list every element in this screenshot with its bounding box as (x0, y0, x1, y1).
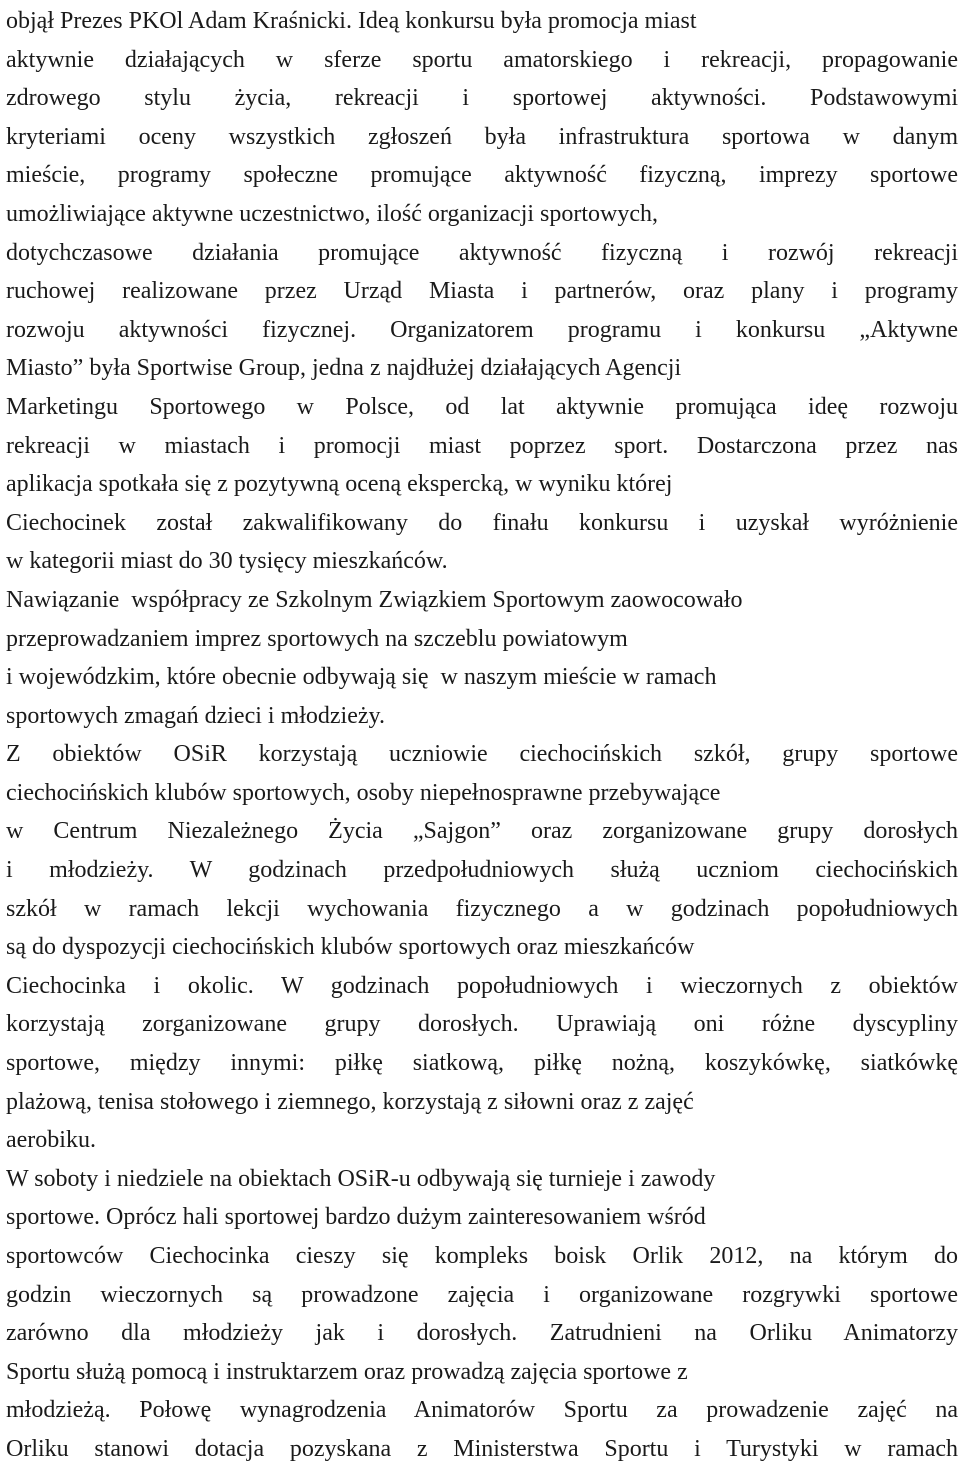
text-line: Ciechocinka i okolic. W godzinach popołudniowych i wieczornych z obiektów (6, 972, 958, 999)
text-line: mieście, programy społeczne promujące aktywność fizyczną, imprezy sportowe (6, 162, 958, 189)
text-line: aerobiku. (6, 1127, 96, 1154)
document-body (6, 2, 958, 1469)
text-line: młodzieżą. Połowę wynagrodzenia Animatorów Sportu za prowadzenie zajęć na (6, 1397, 958, 1424)
text-line: Marketingu Sportowego w Polsce, od lat aktywnie promująca ideę rozwoju (6, 393, 958, 420)
text-line: i młodzieży. W godzinach przedpołudniowych służą uczniom ciechocińskich (6, 857, 958, 884)
text-line: plażową, tenisa stołowego i ziemnego, korzystają z siłowni oraz z zajęć (6, 1088, 694, 1115)
text-line: w Centrum Niezależnego Życia „Sajgon” oraz zorganizowane grupy dorosłych (6, 818, 958, 845)
text-line: rekreacji w miastach i promocji miast poprzez sport. Dostarczona przez nas (6, 432, 958, 459)
text-line: sportowe, między innymi: piłkę siatkową, piłkę nożną, koszykówkę, siatkówkę (6, 1050, 958, 1077)
text-line: aplikacja spotkała się z pozytywną oceną ekspercką, w wyniku której (6, 471, 673, 498)
text-line: umożliwiające aktywne uczestnictwo, ilość organizacji sportowych, (6, 200, 659, 227)
text-line: korzystają zorganizowane grupy dorosłych. Uprawiają oni różne dyscypliny (6, 1011, 958, 1038)
text-line: są do dyspozycji ciechocińskich klubów sportowych oraz mieszkańców (6, 934, 695, 961)
text-line: w kategorii miast do 30 tysięcy mieszkańców. (6, 548, 448, 575)
text-line: zdrowego stylu życia, rekreacji i sportowej aktywności. Podstawowymi (6, 85, 958, 112)
text-line: i wojewódzkim, które obecnie odbywają się w naszym mieście w ramach (6, 664, 717, 691)
text-line: szkół w ramach lekcji wychowania fizycznego a w godzinach popołudniowych (6, 895, 958, 922)
text-line: dotychczasowe działania promujące aktywność fizyczną i rozwój rekreacji (6, 239, 958, 266)
text-line: sportowców Ciechocinka cieszy się kompleks boisk Orlik 2012, na którym do (6, 1243, 958, 1269)
text-line: przeprowadzaniem imprez sportowych na szczeblu powiatowym (6, 625, 628, 652)
text-line: ruchowej realizowane przez Urząd Miasta i partnerów, oraz plany i programy (6, 278, 958, 305)
text-line: W soboty i niedziele na obiektach OSiR-u odbywają się turnieje i zawody (6, 1165, 716, 1192)
text-line: Ciechocinek został zakwalifikowany do finału konkursu i uzyskał wyróżnienie (6, 509, 958, 536)
text-line: sportowe. Oprócz hali sportowej bardzo dużym zainteresowaniem wśród (6, 1204, 706, 1231)
text-line: sportowych zmagań dzieci i młodzieży. (6, 702, 385, 729)
text-line: Nawiązanie współpracy ze Szkolnym Związkiem Sportowym zaowocowało (6, 586, 743, 613)
text-line: godzin wieczornych są prowadzone zajęcia i organizowane rozgrywki sportowe (6, 1281, 958, 1308)
text-line: Z obiektów OSiR korzystają uczniowie ciechocińskich szkół, grupy sportowe (6, 741, 958, 768)
text-line: Sportu służą pomocą i instruktarzem oraz prowadzą zajęcia sportowe z (6, 1358, 688, 1385)
text-line: Miasto” była Sportwise Group, jedna z najdłużej działających Agencji (6, 355, 682, 382)
text-line: Orliku stanowi dotacja pozyskana z Ministerstwa Sportu i Turystyki w ramach (6, 1435, 958, 1462)
text-line: kryteriami oceny wszystkich zgłoszeń była infrastruktura sportowa w danym (6, 123, 958, 150)
text-line: objął Prezes PKOl Adam Kraśnicki. Ideą konkursu była promocja miast (6, 8, 697, 34)
text-line: zarówno dla młodzieży jak i dorosłych. Zatrudnieni na Orliku Animatorzy (6, 1320, 958, 1347)
text-line: ciechocińskich klubów sportowych, osoby niepełnosprawne przebywające (6, 779, 721, 806)
text-line: rozwoju aktywności fizycznej. Organizatorem programu i konkursu „Aktywne (6, 316, 958, 343)
text-line: aktywnie działających w sferze sportu amatorskiego i rekreacji, propagowanie (6, 46, 958, 73)
